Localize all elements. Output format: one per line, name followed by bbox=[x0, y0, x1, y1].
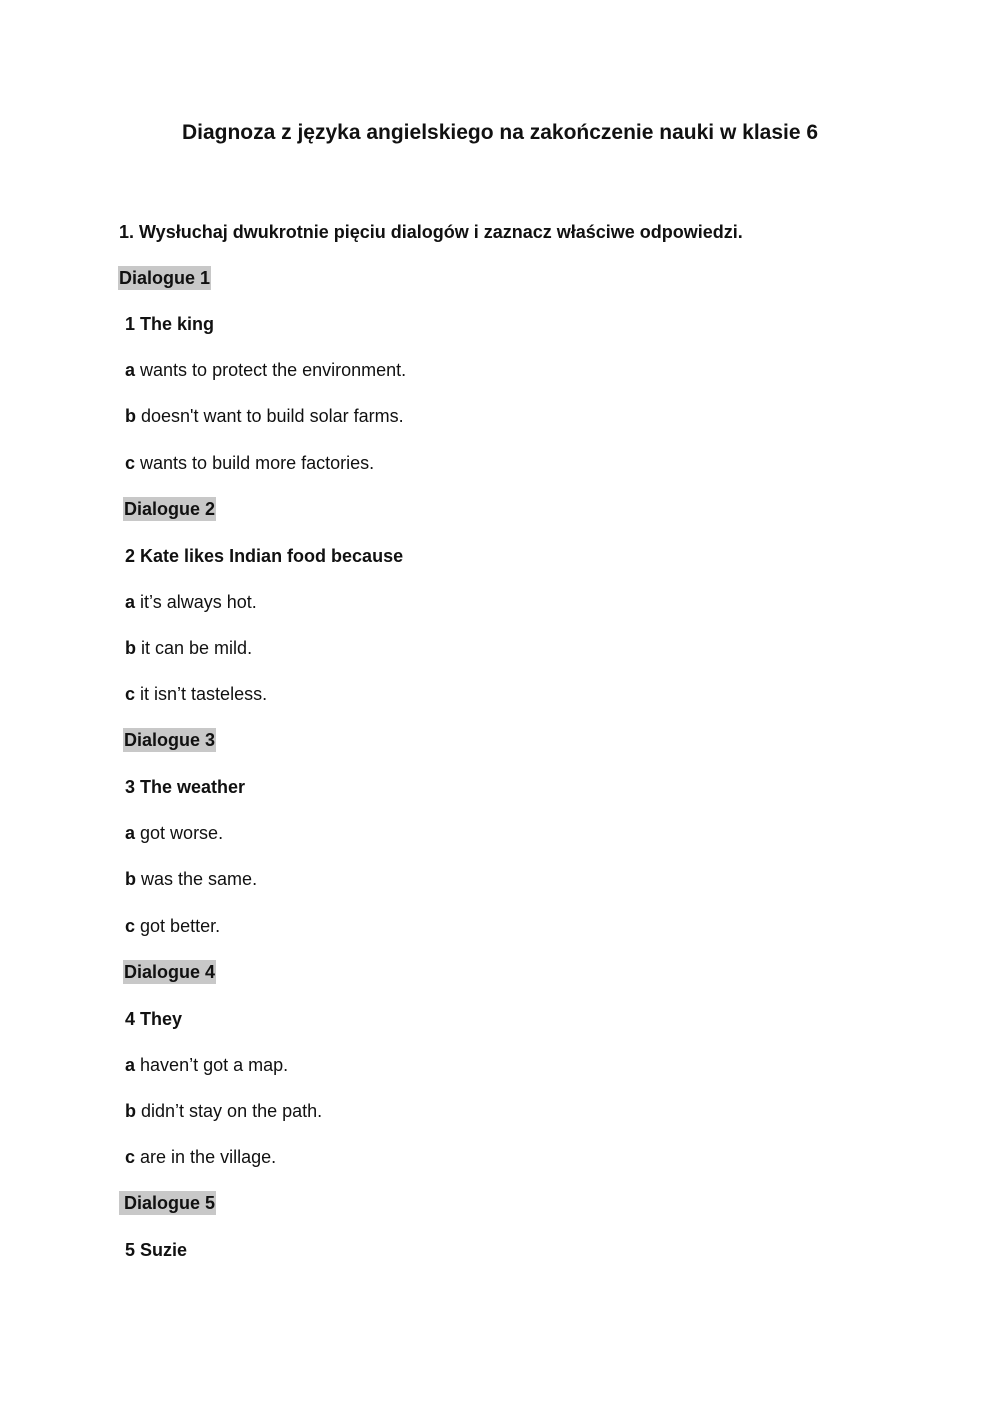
option-1a[interactable] bbox=[125, 357, 406, 383]
option-1c[interactable] bbox=[125, 450, 374, 476]
option-4b[interactable] bbox=[125, 1098, 322, 1124]
option-2c[interactable] bbox=[125, 681, 267, 707]
dialogue-label-5: Dialogue 5 bbox=[119, 1191, 216, 1215]
question-2: 2 Kate likes Indian food because bbox=[125, 546, 404, 566]
option-letter: c bbox=[125, 684, 136, 704]
option-2a[interactable] bbox=[125, 589, 257, 615]
option-4c[interactable] bbox=[125, 1144, 276, 1170]
question-4: 4 They bbox=[125, 1009, 183, 1029]
question-1: 1 The king bbox=[125, 314, 215, 334]
option-text: it’s always hot. bbox=[140, 592, 257, 612]
option-text: it isn’t tasteless. bbox=[140, 684, 268, 704]
option-text: doesn't want to build solar farms. bbox=[141, 406, 404, 426]
option-letter: b bbox=[125, 406, 136, 426]
option-letter: a bbox=[125, 1055, 136, 1075]
option-letter: b bbox=[125, 1101, 136, 1121]
dialogue-label-1: Dialogue 1 bbox=[119, 268, 211, 288]
page-title: Diagnoza z języka angielskiego na zakończenie nauki w klasie 6 bbox=[181, 121, 819, 144]
dialogue-label-2: Dialogue 2 bbox=[124, 499, 216, 519]
option-2b[interactable] bbox=[125, 635, 252, 661]
question-5: 5 Suzie bbox=[125, 1240, 188, 1260]
option-text: got worse. bbox=[140, 823, 224, 843]
option-letter: c bbox=[125, 453, 136, 473]
dialogue-label-4: Dialogue 4 bbox=[124, 962, 216, 982]
option-letter: c bbox=[125, 916, 136, 936]
option-letter: b bbox=[125, 638, 136, 658]
option-text: are in the village. bbox=[140, 1147, 277, 1167]
option-text: it can be mild. bbox=[141, 638, 253, 658]
option-1b[interactable] bbox=[125, 403, 404, 429]
option-letter: a bbox=[125, 360, 136, 380]
option-text: wants to protect the environment. bbox=[140, 360, 407, 380]
option-text: was the same. bbox=[141, 869, 258, 889]
option-4a[interactable] bbox=[125, 1052, 288, 1078]
option-text: haven’t got a map. bbox=[140, 1055, 289, 1075]
option-letter: a bbox=[125, 592, 136, 612]
option-text: wants to build more factories. bbox=[140, 453, 375, 473]
dialogue-label-3: Dialogue 3 bbox=[124, 730, 216, 750]
option-3a[interactable] bbox=[125, 820, 223, 846]
option-3c[interactable] bbox=[125, 913, 220, 939]
option-3b[interactable] bbox=[125, 866, 257, 892]
option-letter: a bbox=[125, 823, 136, 843]
task-instruction: 1. Wysłuchaj dwukrotnie pięciu dialogów i zaznacz właściwe odpowiedzi. bbox=[119, 222, 743, 242]
question-3: 3 The weather bbox=[125, 777, 246, 797]
option-letter: b bbox=[125, 869, 136, 889]
option-text: didn’t stay on the path. bbox=[141, 1101, 323, 1121]
option-text: got better. bbox=[140, 916, 221, 936]
option-letter: c bbox=[125, 1147, 136, 1167]
